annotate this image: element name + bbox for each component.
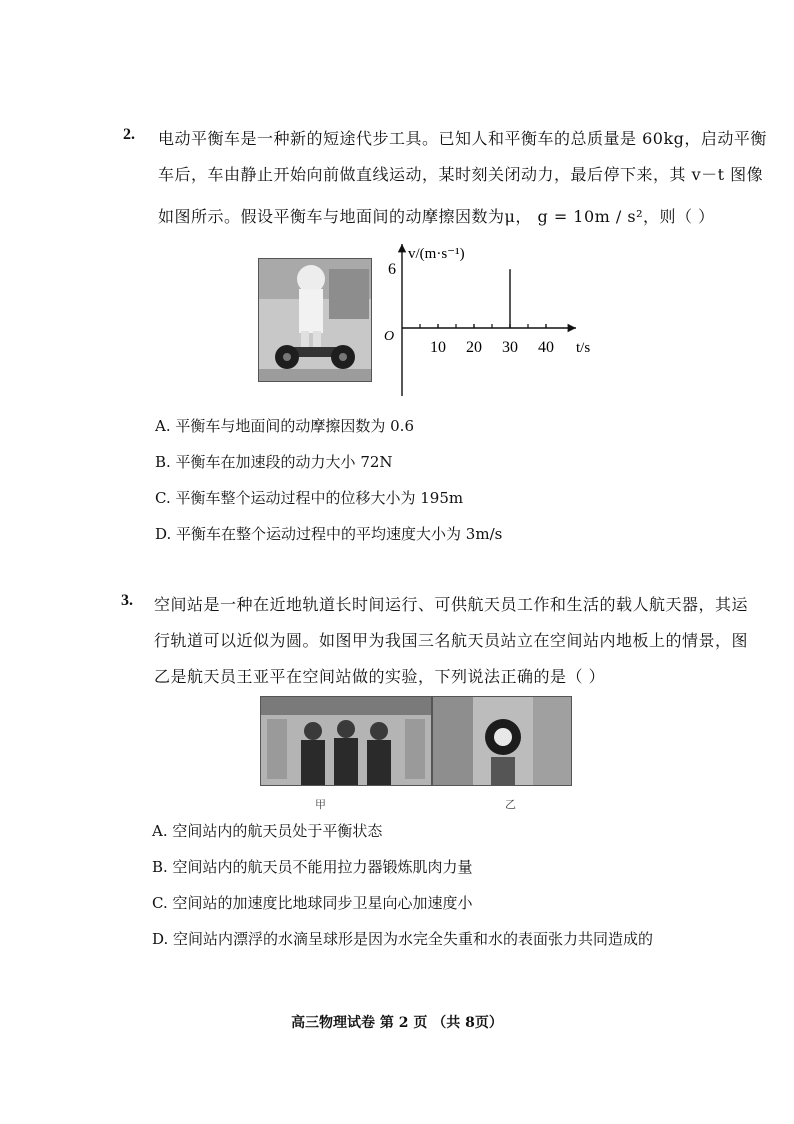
x-tick-label: 40 [538,339,554,356]
experiment-photo-yi [432,696,572,786]
x-axis-label: t/s [576,340,591,356]
y-axis-label: v/(m·s⁻¹) [408,246,465,262]
y-tick-label: 6 [388,261,396,279]
question-2-line-2: 车后，车由静止开始向前做直线运动，某时刻关闭动力，最后停下来，其 v－t 图像 [158,165,764,184]
question-3-option-c: C. 空间站的加速度比地球同步卫星向心加速度小 [152,894,473,912]
question-3-option-a: A. 空间站内的航天员处于平衡状态 [152,822,383,840]
question-2-number: 2. [123,126,135,143]
question-3-number: 3. [121,592,133,609]
question-2-option-b: B. 平衡车在加速段的动力大小 72N [155,453,393,471]
balance-car-photo [258,258,372,382]
question-3-line-3: 乙是航天员王亚平在空间站做的实验，下列说法正确的是（ ） [154,667,606,686]
question-3-option-b: B. 空间站内的航天员不能用拉力器锻炼肌肉力量 [152,858,473,876]
question-3-line-1: 空间站是一种在近地轨道长时间运行、可供航天员工作和生活的载人航天器，其运 [154,595,749,614]
question-2-option-a: A. 平衡车与地面间的动摩擦因数为 0.6 [155,417,414,435]
origin-label: O [384,329,395,344]
photo-caption-jia: 甲 [315,798,326,811]
question-3-option-d: D. 空间站内漂浮的水滴呈球形是因为水完全失重和水的表面张力共同造成的 [152,930,654,948]
question-2-line-1: 电动平衡车是一种新的短途代步工具。已知人和平衡车的总质量是 60kg，启动平衡 [158,129,767,148]
question-3-line-2: 行轨道可以近似为圆。如图甲为我国三名航天员站立在空间站内地板上的情景，图 [154,631,749,650]
question-2-option-d: D. 平衡车在整个运动过程中的平均速度大小为 3m/s [155,525,503,543]
question-2-option-c: C. 平衡车整个运动过程中的位移大小为 195m [155,489,464,507]
v-t-chart [380,236,600,398]
astronauts-photo-jia [260,696,432,786]
water-sphere-illustration [433,697,571,785]
question-2-line-3: 如图所示。假设平衡车与地面间的动摩擦因数为μ， g = 10m / s²，则（ ） [158,207,715,226]
photo-caption-yi: 乙 [505,798,516,811]
x-tick-label: 30 [502,339,518,356]
x-tick-label: 10 [430,339,446,356]
page-footer: 高三物理试卷 第 2 页 （共 8页） [291,1015,503,1031]
x-tick-label: 20 [466,339,482,356]
balance-car-illustration [259,259,371,381]
astronauts-illustration [261,697,431,785]
